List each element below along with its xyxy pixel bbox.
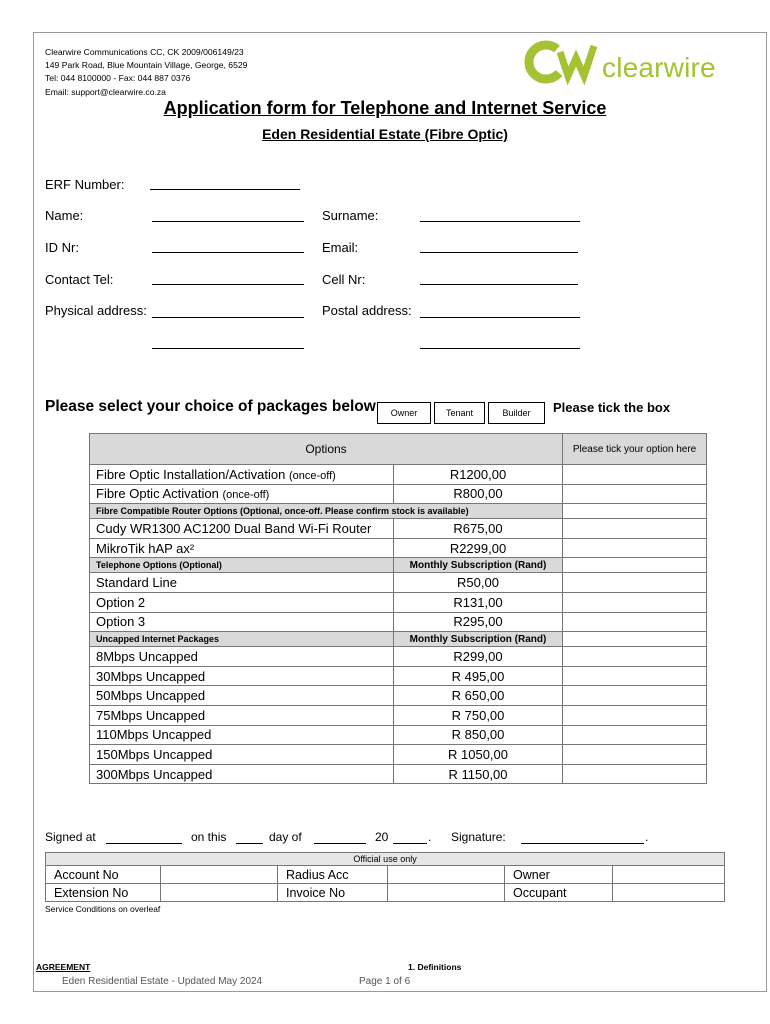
footer-document-name: Eden Residential Estate - Updated May 2024 bbox=[62, 976, 263, 987]
option-price: R 750,00 bbox=[394, 705, 563, 725]
router-section-header: Fibre Compatible Router Options (Optional, once-off. Please confirm stock is available) bbox=[90, 504, 563, 519]
company-address: 149 Park Road, Blue Mountain Village, George, 6529 bbox=[45, 60, 248, 71]
logo-mark-icon bbox=[524, 38, 604, 88]
table-row bbox=[90, 686, 707, 706]
table-row bbox=[90, 666, 707, 686]
option-price: R675,00 bbox=[394, 519, 563, 539]
option-tick-cell[interactable] bbox=[563, 612, 707, 632]
signed-at-label: Signed at bbox=[45, 830, 96, 844]
internet-section-header: Uncapped Internet Packages bbox=[90, 632, 394, 647]
occupant-label: Occupant bbox=[505, 884, 613, 902]
signature-label: Signature: bbox=[451, 830, 506, 844]
company-name: Clearwire Communications CC, CK 2009/006149/23 bbox=[45, 47, 244, 57]
company-details bbox=[45, 46, 247, 99]
day-of-label: day of bbox=[269, 830, 302, 844]
option-name: 300Mbps Uncapped bbox=[90, 764, 394, 784]
option-tick-cell[interactable] bbox=[563, 647, 707, 667]
occupant-value[interactable] bbox=[613, 884, 725, 902]
option-tick-cell[interactable] bbox=[563, 686, 707, 706]
option-name: 50Mbps Uncapped bbox=[90, 686, 394, 706]
day-input[interactable] bbox=[236, 843, 263, 844]
option-name: 30Mbps Uncapped bbox=[90, 666, 394, 686]
erf-input[interactable] bbox=[150, 189, 300, 190]
option-name: Fibre Optic Installation/Activation (once-off) bbox=[90, 465, 394, 485]
option-price: R 495,00 bbox=[394, 666, 563, 686]
option-tick-cell[interactable] bbox=[563, 465, 707, 485]
option-price: R 650,00 bbox=[394, 686, 563, 706]
postal-address-input-1[interactable] bbox=[420, 317, 580, 318]
option-price: R295,00 bbox=[394, 612, 563, 632]
postal-address-input-2[interactable] bbox=[420, 348, 580, 349]
invoice-no-label: Invoice No bbox=[278, 884, 388, 902]
option-name: 8Mbps Uncapped bbox=[90, 647, 394, 667]
owner-checkbox[interactable]: Owner bbox=[377, 402, 431, 424]
table-row bbox=[90, 465, 707, 485]
signature-period: . bbox=[645, 830, 649, 844]
section-row-internet bbox=[90, 632, 707, 647]
owner-label: Owner bbox=[505, 866, 613, 884]
option-tick-cell[interactable] bbox=[563, 666, 707, 686]
table-row bbox=[90, 647, 707, 667]
name-input[interactable] bbox=[152, 221, 304, 222]
extension-no-value[interactable] bbox=[161, 884, 278, 902]
options-table bbox=[89, 433, 707, 784]
option-name: 150Mbps Uncapped bbox=[90, 745, 394, 765]
option-name: 110Mbps Uncapped bbox=[90, 725, 394, 745]
official-use-header: Official use only bbox=[46, 853, 725, 866]
extension-no-label: Extension No bbox=[46, 884, 161, 902]
option-price: R800,00 bbox=[394, 484, 563, 504]
contact-label: Contact Tel: bbox=[45, 272, 114, 287]
email-label: Email: bbox=[322, 240, 359, 255]
cell-input[interactable] bbox=[420, 284, 578, 285]
account-no-value[interactable] bbox=[161, 866, 278, 884]
cell-label: Cell Nr: bbox=[322, 272, 366, 287]
option-price: R1200,00 bbox=[394, 465, 563, 485]
option-price: R 850,00 bbox=[394, 725, 563, 745]
table-row bbox=[90, 538, 707, 558]
options-header: Options bbox=[90, 434, 563, 465]
agreement-heading: AGREEMENT bbox=[36, 962, 91, 972]
section-row-telephone bbox=[90, 558, 707, 573]
name-label: Name: bbox=[45, 208, 84, 223]
table-header-row bbox=[90, 434, 707, 465]
year-period: . bbox=[428, 830, 432, 844]
year-input[interactable] bbox=[393, 843, 427, 844]
table-row bbox=[90, 705, 707, 725]
id-input[interactable] bbox=[152, 252, 304, 253]
account-no-label: Account No bbox=[46, 866, 161, 884]
surname-input[interactable] bbox=[420, 221, 580, 222]
option-tick-cell[interactable] bbox=[563, 573, 707, 593]
erf-label: ERF Number: bbox=[45, 177, 125, 192]
option-price: R 1050,00 bbox=[394, 745, 563, 765]
option-tick-cell[interactable] bbox=[563, 764, 707, 784]
option-tick-cell[interactable] bbox=[563, 484, 707, 504]
table-row bbox=[90, 764, 707, 784]
physical-address-label: Physical address: bbox=[45, 303, 147, 318]
telephone-subscription-header: Monthly Subscription (Rand) bbox=[394, 558, 563, 573]
contact-input[interactable] bbox=[152, 284, 304, 285]
postal-address-label: Postal address: bbox=[322, 303, 412, 318]
option-tick-cell[interactable] bbox=[563, 538, 707, 558]
footer-page-number: Page 1 of 6 bbox=[359, 976, 411, 987]
official-use-table bbox=[45, 852, 725, 902]
tick-box-note: Please tick the box bbox=[553, 400, 671, 415]
table-row bbox=[90, 484, 707, 504]
option-name: MikroTik hAP ax² bbox=[90, 538, 394, 558]
option-name: Standard Line bbox=[90, 573, 394, 593]
id-label: ID Nr: bbox=[45, 240, 79, 255]
option-name: 75Mbps Uncapped bbox=[90, 705, 394, 725]
table-row bbox=[90, 612, 707, 632]
table-row bbox=[46, 884, 725, 902]
option-price: R299,00 bbox=[394, 647, 563, 667]
table-row bbox=[90, 519, 707, 539]
option-tick-cell[interactable] bbox=[563, 745, 707, 765]
option-tick-cell[interactable] bbox=[563, 519, 707, 539]
on-this-label: on this bbox=[191, 830, 227, 844]
option-tick-cell[interactable] bbox=[563, 725, 707, 745]
telephone-section-header: Telephone Options (Optional) bbox=[90, 558, 394, 573]
physical-address-input-2[interactable] bbox=[152, 348, 304, 349]
option-name: Option 2 bbox=[90, 592, 394, 612]
radius-acc-label: Radius Acc bbox=[278, 866, 388, 884]
signature-input[interactable] bbox=[521, 843, 644, 844]
option-name: Fibre Optic Activation (once-off) bbox=[90, 484, 394, 504]
section-row-router bbox=[90, 504, 707, 519]
option-name: Cudy WR1300 AC1200 Dual Band Wi-Fi Router bbox=[90, 519, 394, 539]
table-row bbox=[90, 745, 707, 765]
option-price: R50,00 bbox=[394, 573, 563, 593]
email-input[interactable] bbox=[420, 252, 578, 253]
table-row bbox=[90, 592, 707, 612]
physical-address-input-1[interactable] bbox=[152, 317, 304, 318]
definitions-heading: 1. Definitions bbox=[408, 962, 462, 972]
option-tick-cell[interactable] bbox=[563, 592, 707, 612]
internet-subscription-header: Monthly Subscription (Rand) bbox=[394, 632, 563, 647]
logo-text: clearwire bbox=[602, 52, 716, 83]
option-price: R131,00 bbox=[394, 592, 563, 612]
page-subtitle: Eden Residential Estate (Fibre Optic) bbox=[262, 126, 508, 142]
table-row bbox=[46, 866, 725, 884]
invoice-no-value[interactable] bbox=[388, 884, 505, 902]
tick-header: Please tick your option here bbox=[563, 434, 707, 465]
company-email: Email: support@clearwire.co.za bbox=[45, 86, 166, 97]
signed-at-input[interactable] bbox=[106, 843, 182, 844]
option-price: R2299,00 bbox=[394, 538, 563, 558]
builder-checkbox[interactable]: Builder bbox=[488, 402, 545, 424]
company-phone: Tel: 044 8100000 - Fax: 044 887 0376 bbox=[45, 73, 191, 84]
surname-label: Surname: bbox=[322, 208, 379, 223]
year-prefix-label: 20 bbox=[375, 830, 389, 844]
option-price: R 1150,00 bbox=[394, 764, 563, 784]
packages-heading: Please select your choice of packages below bbox=[45, 398, 376, 415]
owner-value[interactable] bbox=[613, 866, 725, 884]
month-input[interactable] bbox=[314, 843, 366, 844]
table-row bbox=[90, 725, 707, 745]
official-header-row bbox=[46, 853, 725, 866]
option-name: Option 3 bbox=[90, 612, 394, 632]
table-row bbox=[90, 573, 707, 593]
option-tick-cell[interactable] bbox=[563, 705, 707, 725]
page-title: Application form for Telephone and Internet Service bbox=[163, 98, 607, 118]
service-conditions-note: Service Conditions on overleaf bbox=[45, 904, 161, 914]
radius-acc-value[interactable] bbox=[388, 866, 505, 884]
tenant-checkbox[interactable]: Tenant bbox=[434, 402, 485, 424]
